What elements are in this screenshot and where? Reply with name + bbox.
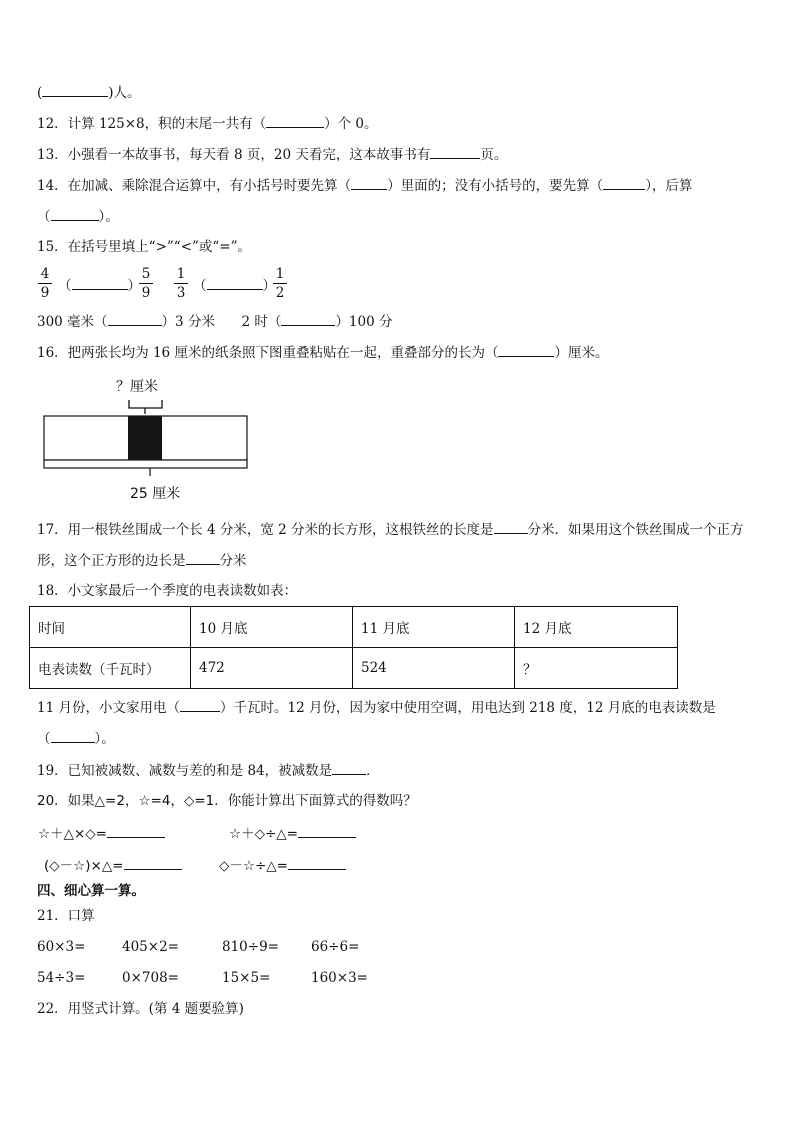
question-20: 20．如果△=2，☆=4，◇=1．你能计算出下面算式的得数吗？ [37, 793, 417, 809]
oral-item: 54÷3= [37, 970, 86, 986]
table-cell: ？ [515, 648, 678, 689]
oral-item: 160×3= [311, 970, 368, 986]
answer-blank[interactable] [351, 176, 387, 190]
answer-blank[interactable] [430, 145, 480, 159]
answer-blank[interactable] [51, 207, 99, 221]
answer-blank[interactable] [51, 729, 95, 743]
answer-blank[interactable] [186, 551, 220, 565]
answer-blank[interactable] [72, 276, 128, 290]
fraction-4-9: 4 9 [38, 266, 52, 301]
answer-blank[interactable] [494, 520, 528, 534]
question-15: 15．在括号里填上“>”“<”或“=”。 [37, 239, 252, 255]
overlap-strips-diagram [40, 374, 252, 506]
question-19: 19．已知被减数、减数与差的和是 84，被减数是 ． [37, 763, 380, 779]
answer-blank[interactable] [207, 276, 263, 290]
question-16: 16．把两张长均为 16 厘米的纸条照下图重叠粘贴在一起，重叠部分的长为（ ）厘米。 [37, 345, 609, 361]
expr-3: (◇－☆)×△= [44, 856, 182, 875]
question-21: 21．口算 [37, 908, 95, 924]
answer-blank[interactable] [298, 824, 356, 838]
answer-blank[interactable] [288, 856, 346, 870]
question-18: 18．小文家最后一个季度的电表读数如表： [37, 583, 298, 599]
overlap-region [128, 416, 162, 460]
answer-blank[interactable] [124, 856, 182, 870]
question-15-row2: 300 毫米（ ）3 分米 2 时（ ）100 分 [37, 314, 393, 330]
overlap-bracket [129, 400, 162, 414]
table-header-cell: 11 月底 [353, 607, 515, 648]
question-13: 13．小强看一本故事书，每天看 8 页，20 天看完，这本故事书有 页。 [37, 147, 508, 163]
expr-4: ◇－☆÷△= [219, 856, 346, 875]
table-cell: 472 [191, 648, 353, 689]
answer-blank[interactable] [266, 114, 324, 128]
question-17: 17．用一根铁丝围成一个长 4 分米，宽 2 分米的长方形，这根铁丝的长度是 分米．如果用这个铁丝围成一个正方 [37, 522, 744, 538]
question-12: 12．计算 125×8，积的末尾一共有（ ）个 0。 [37, 116, 378, 132]
answer-blank[interactable] [498, 343, 554, 357]
question-22: 22．用竖式计算。(第 4 题要验算) [37, 1001, 244, 1017]
fraction-1-3: 1 3 [174, 266, 188, 301]
answer-blank[interactable] [108, 312, 162, 326]
oral-item: 15×5= [222, 970, 271, 986]
question-18-after: 11 月份，小文家用电（ ）千瓦时。12 月份，因为家中使用空调，用电达到 218 度，12 月底的电表读数是 [37, 700, 716, 716]
oral-item: 60×3= [37, 939, 86, 955]
oral-item: 66÷6= [311, 939, 360, 955]
table-cell: 电表读数（千瓦时） [30, 648, 191, 689]
answer-blank[interactable] [603, 176, 645, 190]
table-cell: 524 [353, 648, 515, 689]
answer-blank[interactable] [180, 698, 220, 712]
answer-blank[interactable] [42, 83, 108, 97]
answer-blank[interactable] [281, 312, 335, 326]
oral-item: 0×708= [122, 970, 179, 986]
question-14: 14．在加减、乘除混合运算中，有小括号时要先算（ ）里面的；没有小括号的，要先算（ ），后算 [37, 178, 693, 194]
compare-blank-2: （ ） [193, 278, 276, 294]
overlap-length-label: ？厘米 [116, 379, 158, 395]
answer-blank[interactable] [107, 824, 165, 838]
expr-1: ☆＋△×◇= [38, 824, 165, 843]
fraction-1-2: 1 2 [273, 266, 287, 301]
oral-item: 405×2= [122, 939, 179, 955]
total-length-label: 25 厘米 [130, 486, 181, 502]
answer-blank[interactable] [332, 761, 366, 775]
oral-item: 810÷9= [222, 939, 279, 955]
compare-blank-1: （ ） [58, 278, 141, 294]
question-18-after-cont: （ ）。 [37, 731, 115, 747]
meter-reading-table [29, 606, 678, 689]
table-header-cell: 10 月底 [191, 607, 353, 648]
fraction-5-9: 5 9 [139, 266, 153, 301]
section-heading: 四、细心算一算。 [37, 883, 145, 899]
table-header-cell: 12 月底 [515, 607, 678, 648]
q11-tail: ( )人。 [37, 85, 141, 101]
question-17-cont: 形，这个正方形的边长是 分米 [37, 553, 247, 569]
table-header-cell: 时间 [30, 607, 191, 648]
paper-strip-bottom [44, 460, 247, 468]
question-14-cont: （ ）。 [37, 209, 119, 225]
table-row [30, 607, 678, 648]
expr-2: ☆＋◇÷△= [229, 824, 356, 843]
table-row [30, 648, 678, 689]
